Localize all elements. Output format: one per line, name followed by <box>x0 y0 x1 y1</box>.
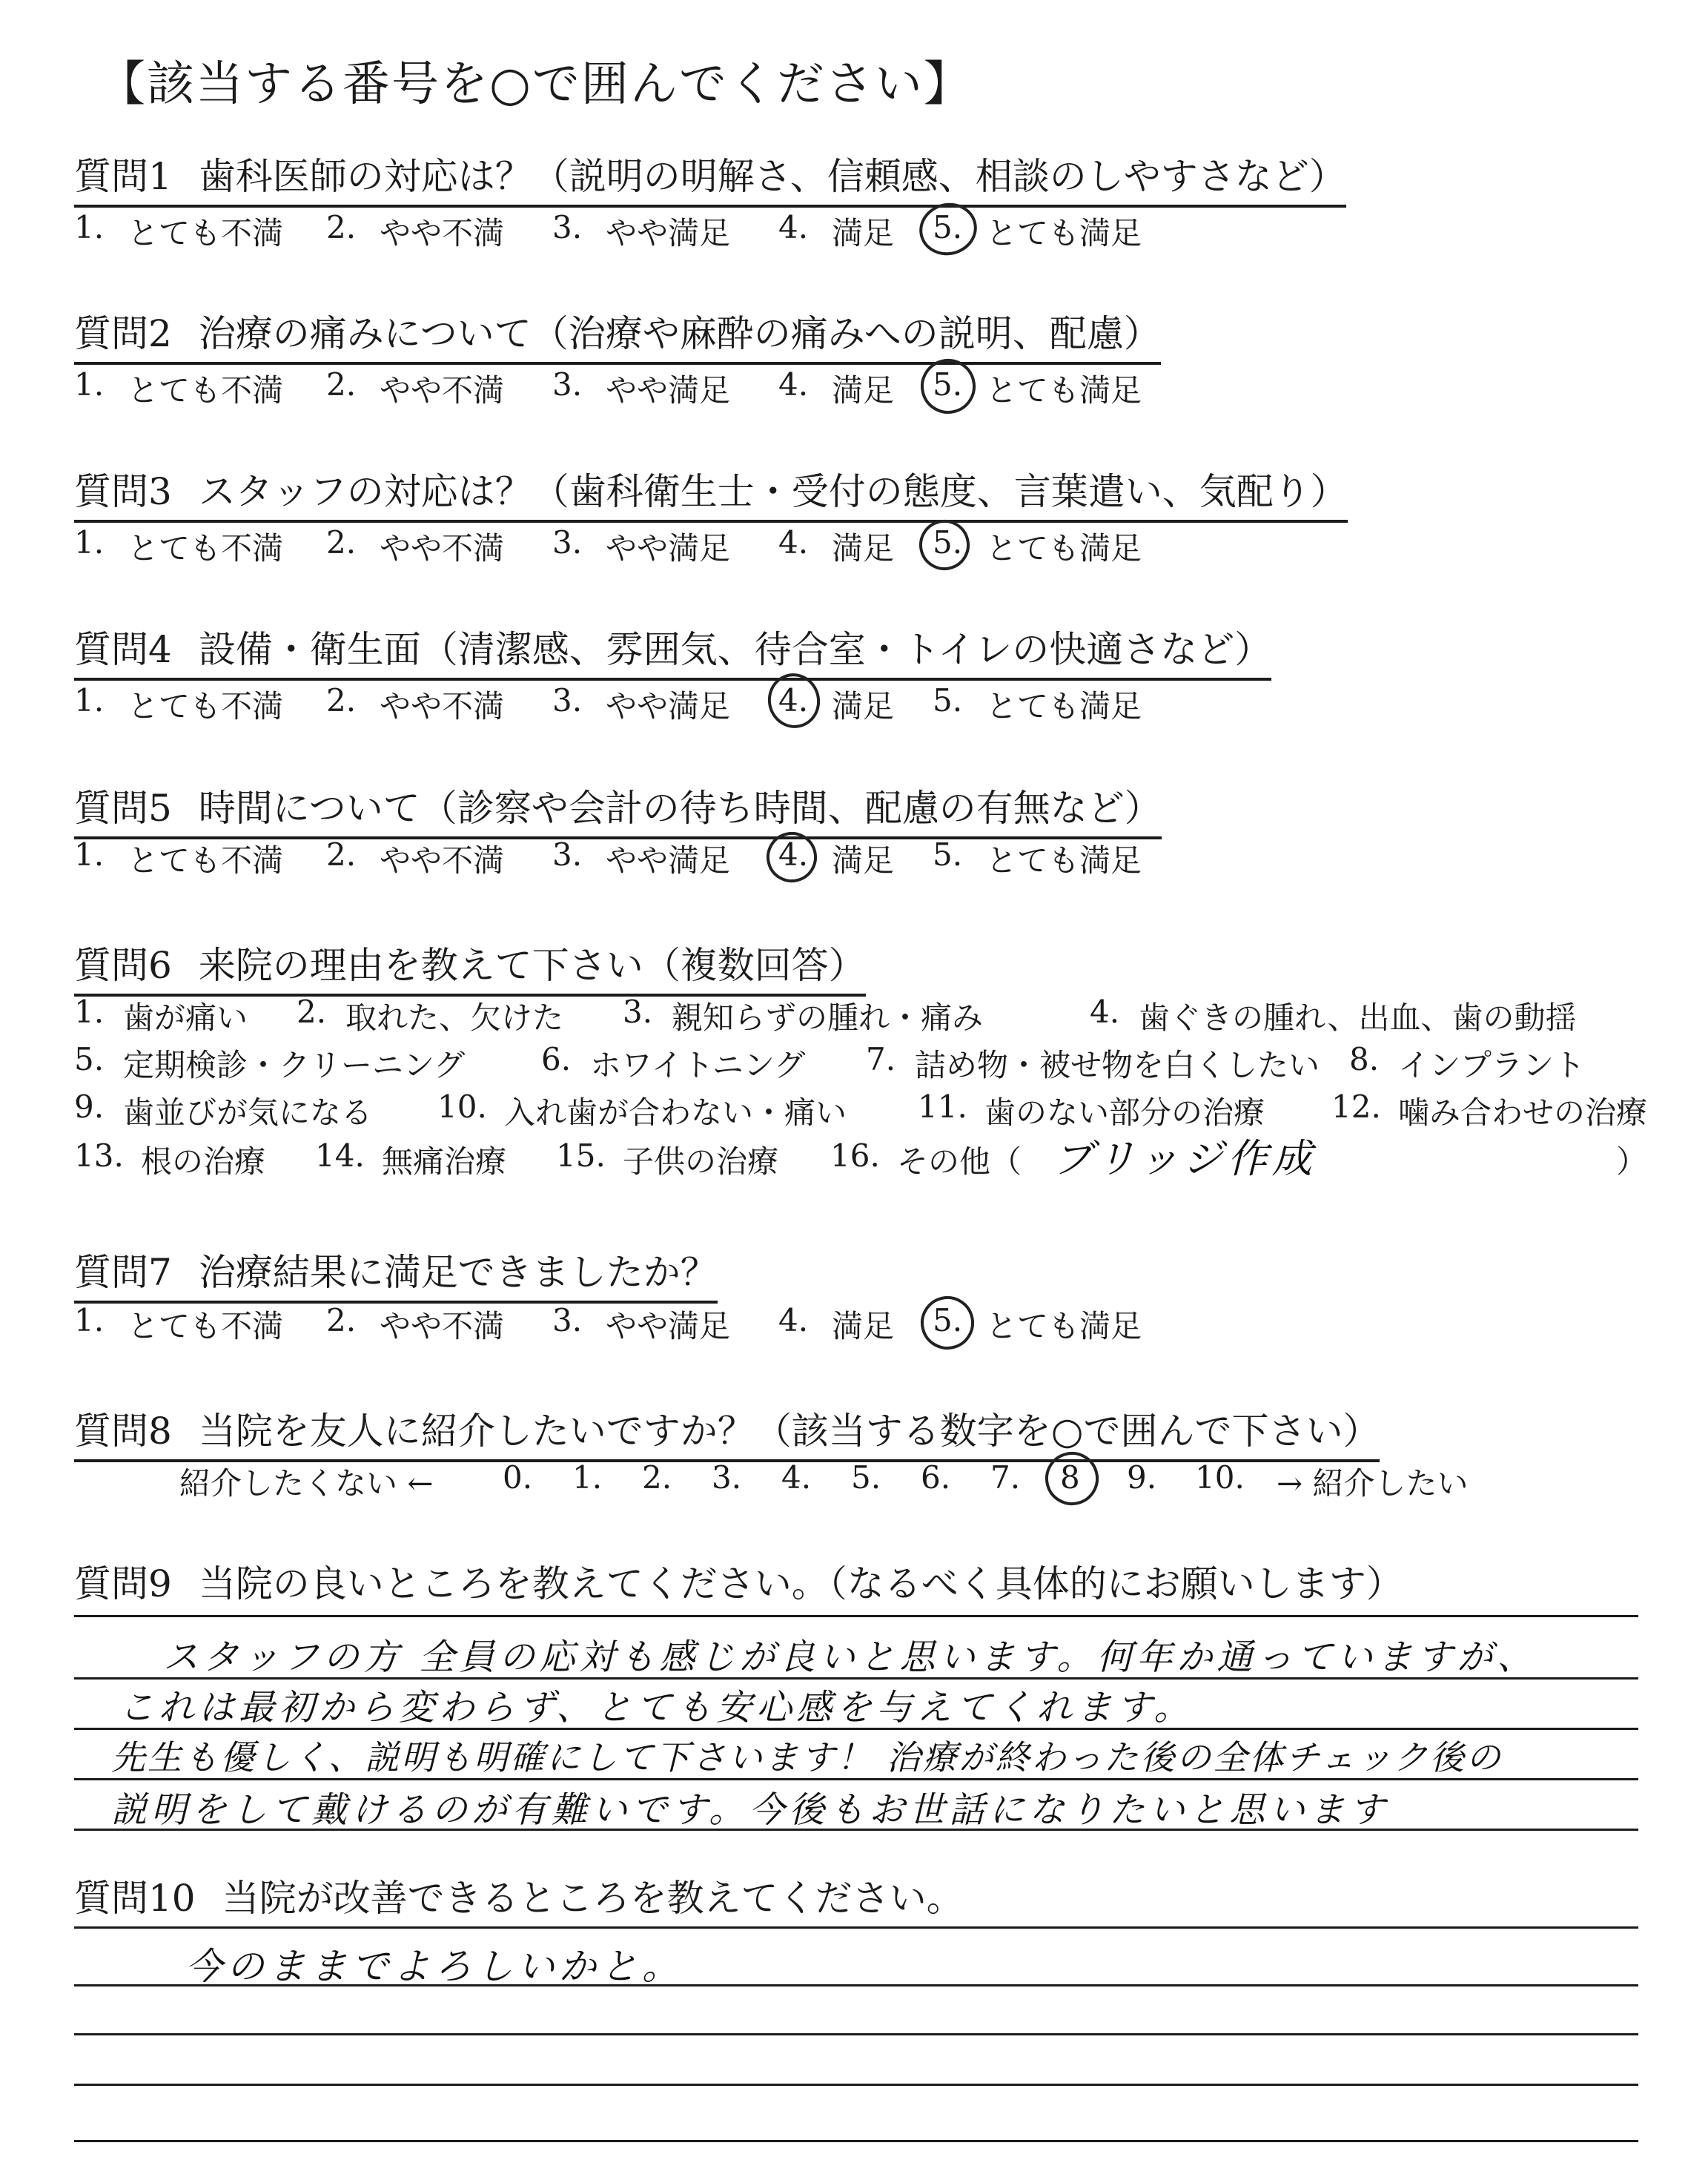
scale-number: 10. <box>1195 1459 1245 1496</box>
question-9-text: 当院の良いところを教えてください。（なるべく具体的にお願いします） <box>198 1562 1403 1605</box>
option-number: 12. <box>1331 1089 1381 1125</box>
option-number: 2. <box>326 1302 357 1338</box>
question-9-title <box>74 1554 1403 1608</box>
option-label: 歯ぐきの腫れ、出血、歯の動揺 <box>1139 1000 1577 1036</box>
option-number: 1. <box>74 682 105 719</box>
scale-number: 1. <box>572 1459 603 1496</box>
option-number: 4. <box>778 524 809 561</box>
option-number: 8. <box>1349 1041 1380 1077</box>
question-10-title <box>74 1869 964 1922</box>
option-label: やや満足 <box>606 530 731 567</box>
question-9-number: 質問9 <box>74 1562 172 1605</box>
question-3-title <box>74 462 1348 523</box>
option-number: 9. <box>74 1089 105 1125</box>
option-label: 満足 <box>832 530 895 567</box>
option-label: とても満足 <box>986 1308 1142 1344</box>
option-number: 3. <box>552 209 583 245</box>
option-number: 3. <box>623 994 653 1030</box>
answer-line <box>74 2084 1638 2086</box>
question-4-title <box>74 620 1271 681</box>
option-number: 3. <box>552 524 583 561</box>
scale-left-label: 紹介したくない ← <box>179 1465 434 1502</box>
option-label: 噛み合わせの治療 <box>1398 1094 1648 1131</box>
option-label: 歯が痛い <box>123 1000 248 1036</box>
question-1-title <box>74 147 1346 208</box>
question-6-number: 質問6 <box>74 944 172 987</box>
option-number: 7. <box>866 1041 896 1077</box>
option-number: 3. <box>552 366 583 403</box>
option-label: とても不満 <box>128 842 284 879</box>
scale-number: 7. <box>990 1459 1021 1496</box>
option-label: とても不満 <box>128 530 284 567</box>
option-number: 10. <box>437 1089 487 1125</box>
option-label: やや満足 <box>606 688 731 724</box>
scale-right-label: → 紹介したい <box>1277 1465 1469 1502</box>
option-number: 3. <box>552 1302 583 1338</box>
option-label: 歯のない部分の治療 <box>984 1094 1265 1131</box>
option-label: その他（ <box>897 1143 1022 1180</box>
question-1-text: 歯科医師の対応は？（説明の明解さ、信頼感、相談のしやすさなど） <box>198 155 1346 198</box>
scale-number: 5. <box>851 1459 881 1496</box>
option-label: 詰め物・被せ物を白くしたい <box>915 1047 1320 1083</box>
option-number: 2. <box>297 994 327 1030</box>
option-label: 根の治療 <box>141 1143 266 1180</box>
option-number: 1. <box>74 836 105 873</box>
option-number: 2. <box>326 836 357 873</box>
answer-line <box>74 2140 1638 2142</box>
option-label: とても満足 <box>986 688 1142 724</box>
option-number: 4. <box>778 209 809 245</box>
option-label: やや不満 <box>380 842 505 879</box>
option-number: 5. <box>933 366 963 403</box>
option-number: 1. <box>74 524 105 561</box>
option-label: やや不満 <box>380 372 505 409</box>
scale-number: 9. <box>1127 1459 1157 1496</box>
option-label: 子供の治療 <box>623 1143 779 1180</box>
question-3-text: スタッフの対応は？（歯科衛生士・受付の態度、言葉遣い、気配り） <box>198 470 1348 513</box>
option-label: やや満足 <box>606 1308 731 1344</box>
question-6-title <box>74 936 866 997</box>
option-label: 満足 <box>832 215 895 251</box>
option-number: 1. <box>74 1302 105 1338</box>
option-label: インプラント <box>1398 1047 1586 1083</box>
scale-number: 2. <box>642 1459 672 1496</box>
option-label: 取れた、欠けた <box>345 1000 564 1036</box>
option-number: 5. <box>933 836 963 873</box>
question-2-title <box>74 304 1161 365</box>
option-label: やや満足 <box>606 215 731 251</box>
option-label: とても満足 <box>986 215 1142 251</box>
page-title: 【該当する番号を○で囲んでください】 <box>98 57 973 112</box>
option-label: とても不満 <box>128 688 284 724</box>
other-handwritten-answer: ブリッジ作成 <box>1053 1135 1317 1182</box>
question-10-text: 当院が改善できるところを教えてください。 <box>222 1877 964 1920</box>
option-label: やや不満 <box>380 530 505 567</box>
option-number: 2. <box>326 209 357 245</box>
option-label: 歯並びが気になる <box>123 1094 373 1131</box>
option-number: 4. <box>778 682 809 719</box>
option-number: 2. <box>326 366 357 403</box>
question-4-number: 質問4 <box>74 628 172 671</box>
option-label: とても不満 <box>128 215 284 251</box>
option-number: 3. <box>552 682 583 719</box>
option-number: 4. <box>778 366 809 403</box>
option-number: 2. <box>326 524 357 561</box>
question-9-answer-line-1: スタッフの方 全員の応対も感じが良いと思います。何年か通っていますが、 <box>163 1636 1537 1678</box>
option-label: 無痛治療 <box>382 1143 507 1180</box>
option-label: 親知らずの腫れ・痛み <box>672 1000 984 1036</box>
scale-number: 3. <box>712 1459 742 1496</box>
option-number: 6. <box>541 1041 572 1077</box>
option-number: 2. <box>326 682 357 719</box>
answer-line <box>74 1926 1638 1929</box>
option-label: とても満足 <box>986 842 1142 879</box>
question-2-text: 治療の痛みについて（治療や麻酔の痛みへの説明、配慮） <box>198 312 1161 355</box>
question-8-text: 当院を友人に紹介したいですか？（該当する数字を○で囲んで下さい） <box>198 1410 1380 1453</box>
option-label: とても不満 <box>128 372 284 409</box>
other-close-paren: ） <box>1616 1143 1648 1180</box>
option-number: 5. <box>933 1302 963 1338</box>
question-7-number: 質問7 <box>74 1251 172 1294</box>
scale-number-selected: 8 <box>1060 1459 1080 1496</box>
option-number: 16. <box>830 1137 880 1174</box>
option-label: やや不満 <box>380 1308 505 1344</box>
option-number: 5. <box>74 1041 105 1077</box>
option-number: 3. <box>552 836 583 873</box>
option-number: 1. <box>74 366 105 403</box>
option-label: 定期検診・クリーニング <box>123 1047 466 1083</box>
option-label: やや満足 <box>606 372 731 409</box>
selected-answer-circle <box>914 515 975 575</box>
option-label: やや満足 <box>606 842 731 879</box>
option-label: やや不満 <box>380 688 505 724</box>
question-3-number: 質問3 <box>74 470 172 513</box>
question-2-number: 質問2 <box>74 312 172 355</box>
option-label: 満足 <box>832 1308 895 1344</box>
selected-answer-circle <box>915 1290 979 1355</box>
option-label: とても不満 <box>128 1308 284 1344</box>
option-number: 5. <box>933 682 963 719</box>
question-5-number: 質問5 <box>74 787 172 830</box>
question-1-number: 質問1 <box>74 155 172 198</box>
option-number: 13. <box>74 1137 124 1174</box>
option-label: ホワイトニング <box>590 1047 806 1083</box>
option-label: 満足 <box>832 842 895 879</box>
option-number: 11. <box>918 1089 967 1125</box>
scale-number: 4. <box>781 1459 812 1496</box>
option-label: とても満足 <box>986 372 1142 409</box>
question-10-answer-line-1: 今のままでよろしいかと。 <box>185 1945 683 1988</box>
answer-line <box>74 2033 1638 2035</box>
question-7-title <box>74 1243 718 1304</box>
option-label: 入れ歯が合わない・痛い <box>504 1094 847 1131</box>
scale-number: 6. <box>921 1459 951 1496</box>
question-4-text: 設備・衛生面（清潔感、雰囲気、待合室・トイレの快適さなど） <box>198 628 1272 671</box>
question-9-answer-line-2: これは最初から変わらず、とても安心感を与えてくれます。 <box>119 1687 1194 1728</box>
question-9-answer-line-3: 先生も優しく、説明も明確にして下さいます！ 治療が終わった後の全体チェック後の <box>111 1737 1503 1777</box>
question-10-number: 質問10 <box>74 1877 196 1920</box>
answer-line <box>74 1615 1638 1617</box>
option-number: 4. <box>778 836 809 873</box>
option-number: 5. <box>933 209 963 245</box>
option-number: 1. <box>74 994 105 1030</box>
question-5-title <box>74 779 1162 839</box>
question-8-number: 質問8 <box>74 1410 172 1453</box>
option-number: 4. <box>778 1302 809 1338</box>
option-label: 満足 <box>832 372 895 409</box>
question-5-text: 時間について（診察や会計の待ち時間、配慮の有無など） <box>198 787 1162 830</box>
question-9-answer-line-4: 説明をして戴けるのが有難いです。今後もお世話になりたいと思います <box>111 1789 1390 1831</box>
option-number: 4. <box>1090 994 1120 1030</box>
option-number: 15. <box>556 1137 606 1174</box>
question-8-title <box>74 1401 1380 1462</box>
option-label: やや不満 <box>380 215 505 251</box>
scale-number: 0. <box>503 1459 533 1496</box>
question-6-text: 来院の理由を教えて下さい（複数回答） <box>198 944 866 987</box>
option-label: 満足 <box>832 688 895 724</box>
option-number: 14. <box>315 1137 365 1174</box>
option-label: とても満足 <box>986 530 1142 567</box>
question-7-text: 治療結果に満足できましたか？ <box>198 1251 718 1294</box>
option-number: 1. <box>74 209 105 245</box>
option-number: 5. <box>933 524 963 561</box>
